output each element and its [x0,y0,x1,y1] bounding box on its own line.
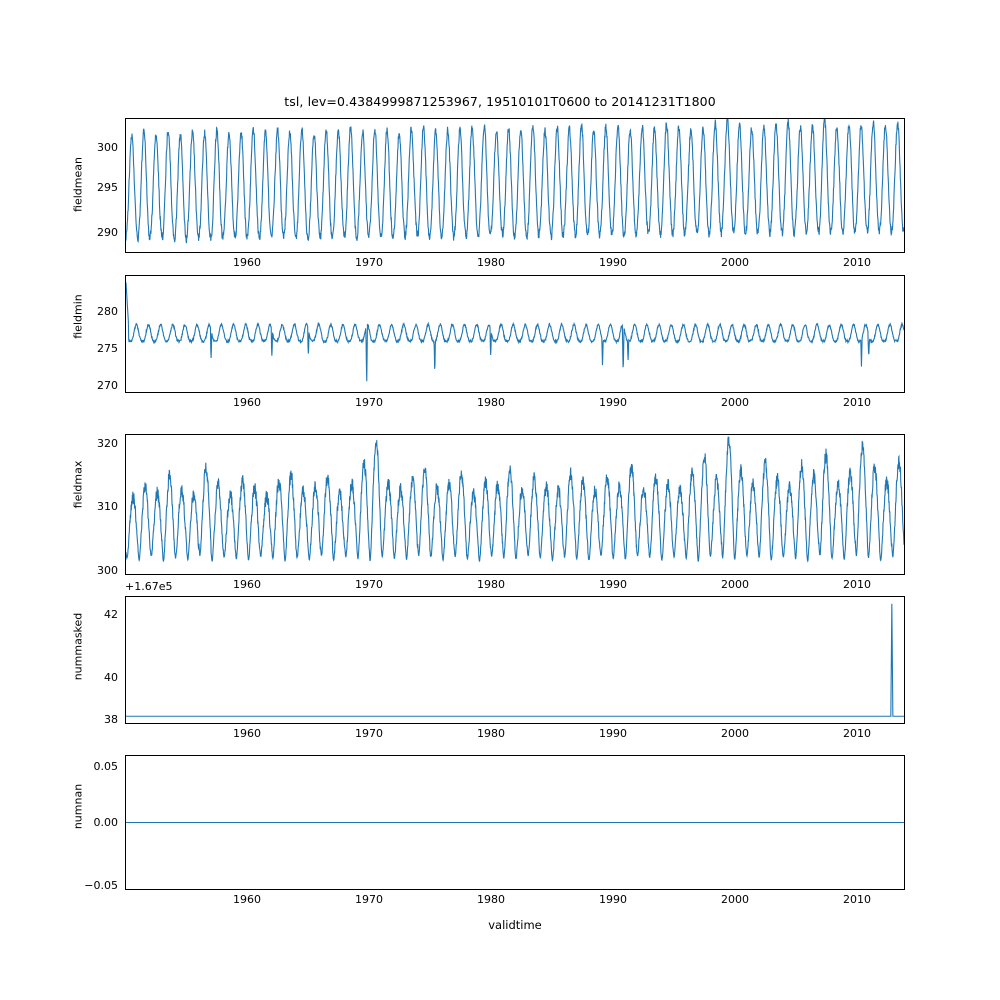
ytick-fieldmin-270: 270 [97,379,118,392]
fieldmax-plot-svg [126,435,904,574]
panel-fieldmax [125,434,905,575]
xtick-numnan-2000: 2000 [721,893,749,906]
ytick-numnan-minus0.05: −0.05 [84,879,118,892]
xtick-fieldmax-2000: 2000 [721,578,749,591]
fieldmin-plot-svg [126,276,904,392]
xtick-fieldmean-1980: 1980 [477,256,505,269]
ytick-fieldmin-275: 275 [97,342,118,355]
ytick-fieldmean-290: 290 [97,226,118,239]
xtick-nummasked-1980: 1980 [477,727,505,740]
xtick-fieldmin-2010: 2010 [843,396,871,409]
ylabel-nummasked: nummasked [71,612,85,681]
xtick-numnan-2010: 2010 [843,893,871,906]
ytick-fieldmean-295: 295 [97,181,118,194]
xtick-nummasked-1960: 1960 [233,727,261,740]
xlabel-validtime: validtime [488,918,542,932]
ytick-nummasked-38: 38 [104,713,118,726]
ytick-fieldmin-280: 280 [97,305,118,318]
xtick-fieldmean-1970: 1970 [355,256,383,269]
ytick-numnan-0.00: 0.00 [93,816,118,829]
xtick-fieldmean-1990: 1990 [599,256,627,269]
xtick-nummasked-1990: 1990 [599,727,627,740]
panel-nummasked [125,596,905,724]
xtick-nummasked-2000: 2000 [721,727,749,740]
yaxis-offset-nummasked: +1.67e5 [125,580,173,593]
xtick-fieldmin-1980: 1980 [477,396,505,409]
ylabel-fieldmin: fieldmin [71,294,85,339]
xtick-fieldmax-1960: 1960 [233,578,261,591]
xtick-fieldmean-2010: 2010 [843,256,871,269]
xtick-fieldmax-1970: 1970 [355,578,383,591]
ytick-fieldmax-310: 310 [97,500,118,513]
xtick-numnan-1990: 1990 [599,893,627,906]
xtick-numnan-1960: 1960 [233,893,261,906]
xtick-fieldmin-1970: 1970 [355,396,383,409]
figure-title: tsl, lev=0.4384999871253967, 19510101T0600 to 20141231T1800 [284,94,716,109]
ytick-fieldmax-300: 300 [97,564,118,577]
ytick-fieldmean-300: 300 [97,141,118,154]
xtick-fieldmean-1960: 1960 [233,256,261,269]
nummasked-plot-svg [126,597,904,723]
xtick-fieldmin-2000: 2000 [721,396,749,409]
ylabel-numnan: numnan [71,783,85,830]
ylabel-fieldmax: fieldmax [71,460,85,509]
ytick-nummasked-42: 42 [104,608,118,621]
xtick-fieldmean-2000: 2000 [721,256,749,269]
xtick-fieldmax-1990: 1990 [599,578,627,591]
xtick-nummasked-1970: 1970 [355,727,383,740]
xtick-fieldmax-1980: 1980 [477,578,505,591]
xtick-numnan-1970: 1970 [355,893,383,906]
ytick-numnan-0.05: 0.05 [93,760,118,773]
xtick-nummasked-2010: 2010 [843,727,871,740]
xtick-fieldmin-1960: 1960 [233,396,261,409]
xtick-fieldmin-1990: 1990 [599,396,627,409]
ytick-nummasked-40: 40 [104,671,118,684]
ytick-fieldmax-320: 320 [97,437,118,450]
xtick-fieldmax-2010: 2010 [843,578,871,591]
numnan-plot-svg [126,756,904,889]
panel-numnan [125,755,905,890]
xtick-numnan-1980: 1980 [477,893,505,906]
panel-fieldmean [125,118,905,253]
ylabel-fieldmean: fieldmean [71,157,85,212]
fieldmean-plot-svg [126,119,904,252]
panel-fieldmin [125,275,905,393]
